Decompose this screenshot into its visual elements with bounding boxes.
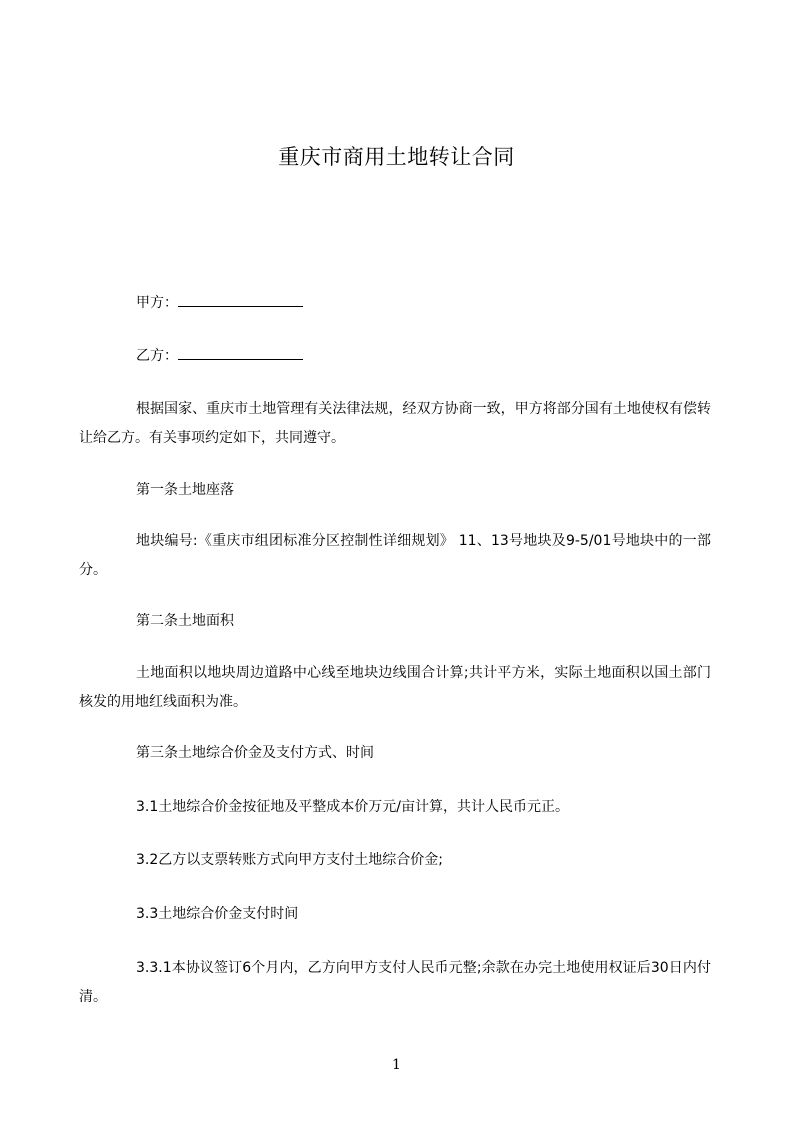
party-a-line [136, 292, 303, 313]
clause-3-2: 3.2乙方以支票转账方式向甲方支付土地综合价金; [136, 852, 443, 868]
article-3-heading: 第三条土地综合价金及支付方式、时间 [136, 745, 374, 761]
article-1-paragraph: 地块编号:《重庆市组团标准分区控制性详细规划》 11、13号地块及9-5/01号地块中的一部分。 [79, 533, 711, 578]
clause-3-3-1: 3.3.1本协议签订6个月内，乙方向甲方支付人民币元整;余款在办完土地使用权证后30日内付清。 [79, 960, 711, 1005]
party-b-blank [178, 345, 303, 360]
page-number: 1 [392, 1057, 401, 1073]
article-2-heading: 第二条土地面积 [136, 613, 234, 629]
party-a-label: 甲方： [136, 295, 178, 311]
clause-3-3: 3.3土地综合价金支付时间 [136, 906, 299, 922]
party-a-blank [178, 292, 303, 307]
preamble-paragraph: 根据国家、重庆市土地管理有关法律法规，经双方协商一致，甲方将部分国有土地使权有偿转让给乙方。有关事项约定如下，共同遵守。 [79, 401, 711, 446]
document-title: 重庆市商用土地转让合同 [278, 145, 515, 169]
article-1-heading: 第一条土地座落 [136, 482, 234, 498]
article-2-paragraph: 土地面积以地块周边道路中心线至地块边线围合计算;共计平方米，实际土地面积以国土部门核发的用地红线面积为准。 [79, 665, 711, 710]
party-b-label: 乙方： [136, 348, 178, 364]
party-b-line [136, 345, 303, 366]
clause-3-1: 3.1土地综合价金按征地及平整成本价万元/亩计算，共计人民币元正。 [136, 799, 569, 815]
